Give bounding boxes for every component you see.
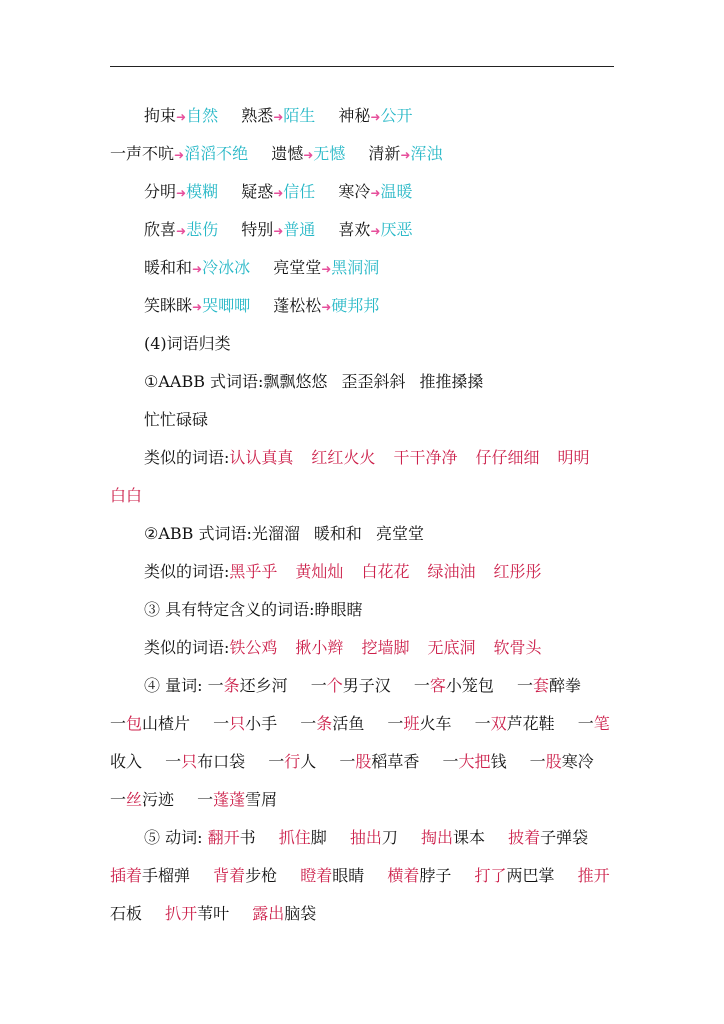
word: 光溜溜 [251,524,300,543]
special-similar-line [110,634,618,672]
phrase: 一只布口袋 [165,752,246,771]
arrow-icon: ➜ [192,262,203,276]
word: 欣喜 [144,220,177,239]
word: 神秘 [338,106,371,125]
similar-word: 白白 [110,486,143,505]
word: 寒冷 [338,182,371,201]
phrase: 一大把钱 [442,752,507,771]
antonym: 陌生 [283,106,316,125]
arrow-icon: ➜ [192,300,203,314]
similar-word: 红彤彤 [493,562,542,581]
phrase: 披着子弹袋 [508,828,589,847]
similar-word: 黄灿灿 [295,562,344,581]
similar-word: 无底洞 [427,638,476,657]
section-title: (4)词语归类 [144,334,231,353]
word: 飘飘悠悠 [263,372,328,391]
phrase: 掏出课本 [420,828,485,847]
similar-label: 类似的词语: [144,638,230,657]
word: 笑眯眯 [144,296,193,315]
phrase: 一丝污迹 [110,790,175,809]
word: 推推搡搡 [419,372,484,391]
similar-label: 类似的词语: [144,562,230,581]
abb-label: ②ABB 式词语: [144,524,252,543]
word: 睁眼瞎 [314,600,363,619]
phrase: 一股稻草香 [339,752,420,771]
antonym: 浑浊 [410,144,443,163]
word: 暖和和 [313,524,362,543]
header-rule [110,66,614,67]
phrase: 一班火车 [387,714,452,733]
arrow-icon: ➜ [273,224,284,238]
word: 喜欢 [338,220,371,239]
phrase: 一条活鱼 [300,714,365,733]
special-label: ③ 具有特定含义的词语: [144,600,315,619]
antonym-line-6 [110,292,618,330]
similar-word: 铁公鸡 [229,638,278,657]
verb-line-2 [110,862,618,900]
similar-word: 认认真真 [229,448,294,467]
phrase: 石板 [110,904,143,923]
aabb-similar-line [110,444,618,482]
word: 遗憾 [271,144,304,163]
antonym: 温暖 [380,182,413,201]
similar-word: 红红火火 [311,448,376,467]
phrase: 一双芦花鞋 [474,714,555,733]
arrow-icon: ➜ [273,110,284,124]
word: 一声不吭 [110,144,175,163]
phrase: 横着脖子 [387,866,452,885]
arrow-icon: ➜ [370,110,381,124]
verb-label: ⑤ 动词: [144,828,203,847]
arrow-icon: ➜ [174,148,185,162]
phrase: 一个男子汉 [310,676,391,695]
antonym-line-1 [110,102,618,140]
antonym: 硬邦邦 [331,296,380,315]
antonym: 哭唧唧 [202,296,251,315]
word: 分明 [144,182,177,201]
similar-word: 白花花 [361,562,410,581]
antonym-line-3 [110,178,618,216]
document-body [110,102,618,938]
antonym: 自然 [186,106,219,125]
word: 清新 [368,144,401,163]
antonym: 黑洞洞 [331,258,380,277]
similar-word: 黑乎乎 [229,562,278,581]
word: 特别 [241,220,274,239]
phrase: 收入 [110,752,143,771]
phrase: 一客小笼包 [413,676,494,695]
word: 拘束 [144,106,177,125]
word: 蓬松松 [273,296,322,315]
arrow-icon: ➜ [176,186,187,200]
arrow-icon: ➜ [176,224,187,238]
measure-line-1 [110,672,618,710]
phrase: 扒开苇叶 [165,904,230,923]
word: 熟悉 [241,106,274,125]
aabb-line [110,368,618,406]
word: 亮堂堂 [273,258,322,277]
phrase: 推开 [577,866,610,885]
antonym: 冷冰冰 [202,258,251,277]
arrow-icon: ➜ [321,262,332,276]
phrase: 一股寒冷 [529,752,594,771]
phrase: 瞪着眼睛 [300,866,365,885]
antonym: 公开 [380,106,413,125]
antonym: 普通 [283,220,316,239]
measure-line-4 [110,786,618,824]
abb-line [110,520,618,558]
verb-line-3 [110,900,618,938]
aabb-similar-wrap [110,482,618,520]
verb-line-1 [110,824,618,862]
similar-word: 软骨头 [493,638,542,657]
phrase: 一蓬蓬雪屑 [197,790,278,809]
arrow-icon: ➜ [176,110,187,124]
aabb-label: ①AABB 式词语: [144,372,264,391]
measure-line-2 [110,710,618,748]
word: 疑惑 [241,182,274,201]
phrase: 抓住脚 [278,828,327,847]
antonym: 滔滔不绝 [184,144,249,163]
phrase: 插着手榴弹 [110,866,191,885]
word: 暖和和 [144,258,193,277]
antonym: 信任 [283,182,316,201]
phrase: 一包山楂片 [110,714,191,733]
special-line [110,596,618,634]
phrase: 一行人 [268,752,317,771]
phrase: 一只小手 [213,714,278,733]
antonym: 厌恶 [380,220,413,239]
aabb-line-wrap [110,406,618,444]
similar-word: 仔仔细细 [475,448,540,467]
arrow-icon: ➜ [303,148,314,162]
phrase: 露出脑袋 [252,904,317,923]
similar-label: 类似的词语: [144,448,230,467]
similar-word: 明明 [557,448,590,467]
measure-line-3 [110,748,618,786]
similar-word: 揪小辫 [295,638,344,657]
word: 亮堂堂 [375,524,424,543]
phrase: 打了两巴掌 [474,866,555,885]
phrase: 抽出刀 [349,828,398,847]
antonym: 模糊 [186,182,219,201]
arrow-icon: ➜ [321,300,332,314]
antonym-line-2 [110,140,618,178]
antonym-line-4 [110,216,618,254]
antonym-line-5 [110,254,618,292]
antonym: 悲伤 [186,220,219,239]
phrase: 背着步枪 [213,866,278,885]
antonym: 无憾 [313,144,346,163]
arrow-icon: ➜ [273,186,284,200]
phrase: 翻开书 [207,828,256,847]
arrow-icon: ➜ [370,224,381,238]
similar-word: 干干净净 [393,448,458,467]
word: 忙忙碌碌 [144,410,209,429]
similar-word: 挖墙脚 [361,638,410,657]
similar-word: 绿油油 [427,562,476,581]
measure-label: ④ 量词: [144,676,203,695]
phrase: 一笔 [577,714,610,733]
phrase: 一套醉拳 [517,676,582,695]
arrow-icon: ➜ [370,186,381,200]
abb-similar-line [110,558,618,596]
phrase: 一条还乡河 [207,676,288,695]
word: 歪歪斜斜 [341,372,406,391]
arrow-icon: ➜ [400,148,411,162]
